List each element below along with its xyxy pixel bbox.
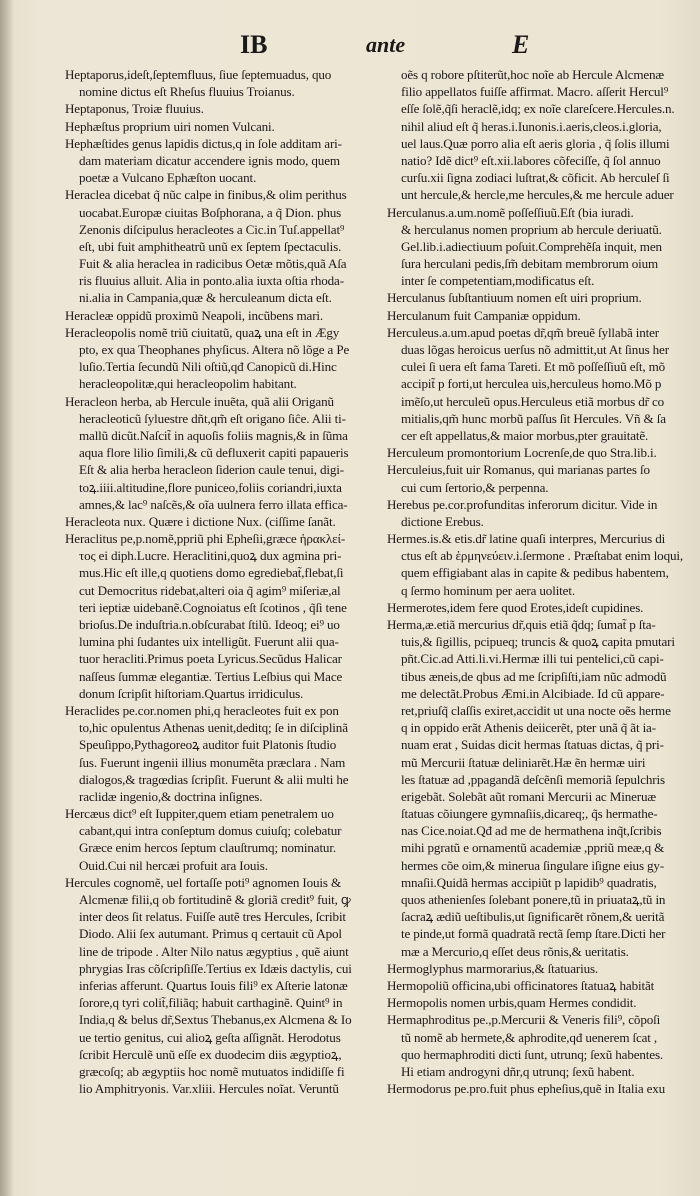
signature-mark: IB (240, 30, 268, 59)
text-line: uel laus.Quæ porro alia eſt aeris gloria , q̃ ſolis illumi (401, 135, 670, 151)
text-line: filio appellatos fuiſſe affirmat. Macro. aſſerit Hercul⁹ (401, 84, 669, 100)
text-line: nuam erat , Suidas dicit hermas ſtatuas dictas, q̃ pri‑ (401, 737, 664, 753)
text-line: duas lõgas heroicus uerſus nõ admittit,ut At ſinus her (401, 342, 669, 357)
entry-headline: Hercules cognomẽ, uel fortaſſe poti⁹ agnomen Iouis & (65, 874, 342, 890)
text-line: ſorore,q tyri colit̃,filiãq; habuit carthaginẽ. Quint⁹ in (79, 995, 343, 1011)
text-line: Diodo. Alii ſex autumant. Primus q certauit cũ Apol (79, 926, 342, 942)
running-head-word: ante (366, 32, 406, 57)
text-line: naſſeus ſummæ elegantiæ. Tertius Leſbius qui Mace (79, 668, 343, 684)
text-line: teri ieptiæ uidebanẽ.Cognoiatus eſt ſcotinos , q̃ſi tene (79, 599, 347, 615)
entry-headline: Heraclitus pe,p.nomẽ,ppriũ phi Epheſii,græce ἡρακλεί‑ (65, 531, 346, 547)
text-line: unt hercule,& hercle,me hercules,& me hercule aduer (401, 187, 674, 203)
entry-headline: Heracleopolis nomẽ triũ ciuitatũ, quaꝝ una eſt in Ægy (65, 324, 340, 340)
text-line: India,q & belus dr̃,Sextus Thebanus,ex Alcmena & Io (79, 1012, 352, 1028)
entry-headline: Heraclides pe.cor.nomen phi,q heracleotes fuit ex pon (65, 702, 339, 718)
text-line: ue tertio genitus, cui alioꝝ geſta aſſignãt. Herodotus (79, 1029, 341, 1045)
text-line: to,hic opulentus Athenas uenit,deditq; ſe in diſciplinã (79, 720, 348, 736)
text-line: cer eſt appellatus,& maior morbus,pter grauitatẽ. (401, 427, 649, 443)
entry-headline: Heracleæ oppidũ proximũ Neapoli, incũbens mari. (65, 307, 324, 323)
text-line: eſt, ubi fuit amphitheatrũ unũ ex ſeptem ſpectaculis. (79, 238, 342, 254)
entry-headline: Hermopoliũ officina,ubi officinatores ſtatuaꝝ habitãt (387, 977, 655, 993)
text-line: nas Cice.noiat.Qđ ad me de hermathena inq̃t,ſcribis (401, 823, 662, 839)
gutter-shadow (0, 0, 14, 1196)
text-line: inter deos ſit relatus. Fuiſſe autẽ tres Hercules, ſcribit (79, 909, 346, 925)
text-line: Speuſippo,Pythagoreoꝝ auditor fuit Platonis ſtudio (79, 737, 337, 753)
text-line: donum ſcripſit hiſtoriam.Quartus irridiculus. (79, 685, 304, 701)
text-line: mus.Hic eſt ille,q quotiens domo egrediebat̃,flebat,ſi (79, 565, 344, 581)
left-text-column (65, 66, 370, 1097)
text-line: tũ nomẽ ab hermete,& aphrodite,qđ uenerem ſcat , (401, 1029, 658, 1045)
running-head (0, 30, 700, 64)
text-line: uocabat.Europæ ciuitas Boſphorana, a q̃ Dion. phus (79, 204, 342, 220)
text-line: erigebãt. Solebãt aũt romani Mercurii ac Mineruæ (401, 788, 656, 804)
text-line: τος ei diph.Lucre. Heraclitini,quoꝝ dux agmina pri‑ (79, 548, 342, 564)
text-line: heracleoticũ ſyluestre dñt,qm̃ eſt origano ſiĉe. Alii ti‑ (79, 410, 346, 426)
text-line: tuor heracliti.Primus poeta Lyricus.Secũdus Halicar (79, 651, 342, 667)
text-line: pto, ex qua Theophanes phyſicus. Altera nõ lõge a Pe (79, 342, 350, 357)
entry-headline: Hermaphroditus pe.,p.Mercurii & Veneris fili⁹, cõpoſi (387, 1012, 661, 1028)
entry-headline: Heptaponus, Troiæ fluuius. (65, 101, 204, 117)
text-line: curſu.xii ſigna zodiaci luſtrat,& cõficit. Ab herculeſ ſi (401, 170, 670, 186)
text-line: mũ Mercurii ſtatuæ deliniarẽt.Hæ ẽn hermæ uiri (401, 754, 646, 770)
text-line: tuis,& ſigillis, pcipueq; truncis & quoꝝ capita pmutari (401, 634, 675, 650)
text-line: mnaſii.Quidã hermas accipiũt p lapidib⁹ quadratis, (401, 874, 657, 890)
entry-headline: Hermopolis nomen urbis,quam Hermes condidit. (387, 995, 637, 1011)
text-line: poetæ a Vulcano Ephæſton uocant. (79, 170, 257, 186)
text-line: q ſermo hominum per aera uolitet. (401, 582, 575, 598)
entry-headline: Heracleota nux. Quære i dictione Nux. (ciſſime ſanãt. (65, 513, 336, 529)
entry-headline: Herculanus ſubſtantiuum nomen eſt uiri proprium. (387, 290, 642, 306)
text-line: luſio.Tertia ſecundũ Nili oſtiũ,qđ Canopicũ di.Hinc (79, 359, 337, 375)
text-line: brioſus.De induſtria.n.obſcurabat ſtilũ. Ideoq; ei⁹ uo (79, 617, 340, 632)
entry-headline: Hephæſtus proprium uiri nomen Vulcani. (65, 118, 275, 134)
text-line: toꝝ.iiii.altitudine,flore puniceo,foliis coriandri,iuxta (79, 479, 342, 495)
text-line: heracleopolitæ,qui heracleopolim habitant. (79, 376, 297, 392)
entry-headline: Herculeus.a.um.apud poetas dr̃,qm̃ breuẽ ſyllabã inter (387, 324, 660, 340)
text-line: ſura herculani pedis,ſm̃ debitam membrorum oium (401, 256, 659, 272)
text-line: ſus. Fuerunt ingenii illius monumẽta præclara . Nam (79, 754, 346, 770)
text-line: Zenonis diſcipulus heracleotes a Cic.in Tuſ.appellat⁹ (79, 221, 345, 237)
text-line: ni.alia in Campania,quæ & herculeanum dicta eſt. (79, 290, 332, 306)
text-line: cabant,qui intra conſeptum domus cuiuſq; colebatur (79, 823, 342, 839)
text-line: amnes,& lac⁹ naſcẽs,& oĩa uulnera ferro illata effica‑ (79, 496, 348, 512)
text-line: græcoſq; ab ægyptiis hoc nomẽ mutuatos indidiſſe fi (79, 1063, 345, 1079)
text-line: eſſe ſolẽ,q̃ſi heraclẽ,idq; ex noĩe clareſcere.Hercules.n. (401, 101, 675, 117)
text-line: hermes cõe oim,& minerua ſingulare iſigne eius gy‑ (401, 857, 665, 873)
text-line: phrygias Iras cõſcripſiſſe.Tertius ex Idæis dactylis, cui (79, 960, 352, 976)
entry-headline: Herculeius,fuit uir Romanus, qui marianas partes ſo (387, 462, 650, 478)
text-line: cut Democritus ridebat,alteri oia q̃ agim⁹ miſeriæ,al (79, 582, 341, 598)
text-line: Ouid.Cui nil hercæi profuit ara Iouis. (79, 857, 268, 873)
text-line: nihil aliud eſt q̃ heras.i.Iunonis.i.aeris,cleos.i.gloria, (401, 118, 662, 134)
text-line: ſcribit Herculẽ unũ eſſe ex duodecim diis ægyptioꝝ, (79, 1046, 342, 1062)
text-line: dialogos,& tragœdias ſcripſit. Fuerunt & alii multi he (79, 771, 349, 787)
entry-headline: Herculeum promontorium Locrenſe,de quo Stra.lib.i. (387, 445, 657, 461)
text-line: ret,priuſq̃ claſſis exiret,accidit ut una nocte oẽs herme (401, 702, 671, 718)
entry-headline: Herculanus.a.um.nomẽ poſſeſſiuũ.Eſt (bia iuradi. (387, 204, 634, 220)
text-line: Gel.lib.i.adiectiuum poſuit.Comprehẽſa inquit, men (401, 238, 662, 254)
text-line: mitialis,qm̃ hunc morbũ paſſus ſit Hercules. Vñ & ſa (401, 410, 666, 426)
entry-headline: Herma,æ.etiã mercurius dr̃,quis etiã q̃dq; ſumat̃ p ſta‑ (387, 617, 656, 632)
text-line: Græce enim hercos ſeptum clauſtrumq; nominatur. (79, 840, 336, 856)
text-line: lumina phi ſudantes uix intelligũt. Fuerunt alii qua‑ (79, 634, 339, 650)
text-line: ſtatuas cõiungere gymnaſiis,dicareq;, q̃s hermathe‑ (401, 806, 658, 822)
entry-headline: Hercæus dict⁹ eſt Iuppiter,quem etiam penetralem uo (65, 806, 334, 822)
text-line: mæ a Mercurio,q eſſet deus rõnis,& ueritatis. (401, 943, 629, 959)
text-line: accipit̃ p forti,ut herculea uis,herculeus homo.Mõ p (401, 376, 662, 392)
entry-headline: Heraclea dicebat q̃ nũc calpe in finibus,& olim perithus (65, 187, 347, 203)
text-line: les ſtatuæ ad ,ppagandã deſcẽnſi memoriã ſepulchris (401, 771, 665, 787)
text-line: quem effigiabant alas in capite & pedibus habentem, (401, 565, 669, 581)
text-line: te pinde,ut formã quadratã rectã ſemp ſtare.Dicti her (401, 926, 666, 942)
text-line: cui cum ſertorio,& perpenna. (401, 479, 549, 495)
text-line: Hi etiam androgyni dñr,q utrunq; ſexũ habent. (401, 1063, 635, 1079)
text-line: Eſt & alia herba heracleon ſiderion caule tenui, digi‑ (79, 462, 344, 478)
text-line: nomine dictus eſt Rheſus fluuius Troianus. (79, 84, 295, 100)
text-line: line de tripode . Alter Nilo natus ægyptius , quẽ aiunt (79, 943, 349, 959)
entry-headline: Heracleon herba, ab Hercule inuẽta, quã alii Origanũ (65, 393, 334, 409)
text-line: q in oppido erãt Athenis deiicerẽt, pter unã q̃ ãt ia‑ (401, 720, 656, 736)
entry-headline: Hermodorus pe.pro.fuit phus epheſius,quẽ in Italia exu (387, 1081, 666, 1097)
entry-headline: Hermoglyphus marmorarius,& ſtatuarius. (387, 960, 599, 976)
text-line: aqua flore lilio ſimili,& cũ defluxerit capiti papaueris (79, 445, 349, 461)
text-line: pñt.Cic.ad Atti.li.vi.Hermæ illi tui pentelici,cũ capi‑ (401, 651, 664, 667)
text-line: me delectãt.Probus Æmi.in Alcibiade. Id cũ appare‑ (401, 685, 665, 701)
text-line: quos athenienſes ſolebant ponere,tũ in priuataꝝ,tũ in (401, 892, 666, 907)
entry-headline: Heptaporus,ideſt,ſeptemfluus, ſiue ſeptemuadus, quo (65, 67, 332, 82)
text-line: tibus æneis,de qbus ad me ſcripſiſti,iam nũc admodũ (401, 668, 667, 684)
text-line: & herculanus nomen proprium ab hercule deriuatũ. (401, 221, 662, 237)
entry-headline: Herculanum fuit Campaniæ oppidum. (387, 307, 581, 323)
text-line: dictione Erebus. (401, 513, 484, 529)
text-line: ris fluuius alluit. Alia in ponto.alia iuxta oſtia rhoda‑ (79, 273, 344, 289)
text-line: mihi pgratũ e ornamentũ academiæ ,ppriũ meæ,q & (401, 840, 665, 856)
text-line: natio? Idẽ dict⁹ eſt.xii.labores cõfeciſſe, q̃ ſol annuo (401, 152, 661, 168)
running-head-letter: E (512, 30, 530, 59)
text-line: ſacraꝝ ædiũ ueſtibulis,ut ſignificarẽt rõnem,& ueritã (401, 909, 665, 925)
entry-headline: Hermes.is.& etis.dr̃ latine quaſi interpres, Mercurius di (387, 531, 666, 547)
entry-headline: Herebus pe.cor.profunditas inferorum dicitur. Vide in (387, 496, 658, 512)
entry-headline: Hephæſtides genus lapidis dictus,q in ſole additam ari‑ (65, 135, 342, 151)
text-line: Alcmenæ filii,q ob fortitudinẽ & gloriã credit⁹ fuit, ꝙ (79, 892, 351, 907)
text-line: inter ſe competentiam,modificatus eſt. (401, 273, 595, 289)
text-line: culei ſi uera eſt fama Tareti. Et mõ poſſeſſiuũ eſt, mõ (401, 359, 666, 375)
text-line: raclidæ ingenio,& doctrina inſignes. (79, 788, 263, 804)
text-line: mallũ dicũt.Naſcit̃ in aquoſis foliis magnis,& in ſũma (79, 427, 348, 443)
text-line: imẽſo,ut herculeũ opus.Herculeus etiã morbus dr̃ co (401, 393, 665, 409)
right-text-column (387, 66, 687, 1097)
text-line: inferias afferunt. Quartus Iouis fili⁹ ex Aſterie latonæ (79, 977, 348, 993)
entry-headline: Hermerotes,idem fere quod Erotes,ideſt cupidines. (387, 599, 644, 615)
text-line: oẽs q robore pſtiterũt,hoc noĩe ab Hercule Alcmenæ (401, 67, 665, 82)
text-line: ctus eſt ab ἑρμηνεύειν.i.ſermone . Præſtabat enim loqui, (401, 548, 683, 564)
text-line: lio Amphitryonis. Var.xliii. Hercules noĩat. Veruntũ (79, 1081, 339, 1097)
text-line: dam materiam dicatur accendere ignis modo, quem (79, 152, 340, 168)
text-line: quo hermaphroditi dicti ſunt, utrunq; ſexũ habentes. (401, 1046, 664, 1062)
text-line: Fuit & alia heraclea in radicibus Oetæ mõtis,quã Aſa (79, 256, 347, 272)
